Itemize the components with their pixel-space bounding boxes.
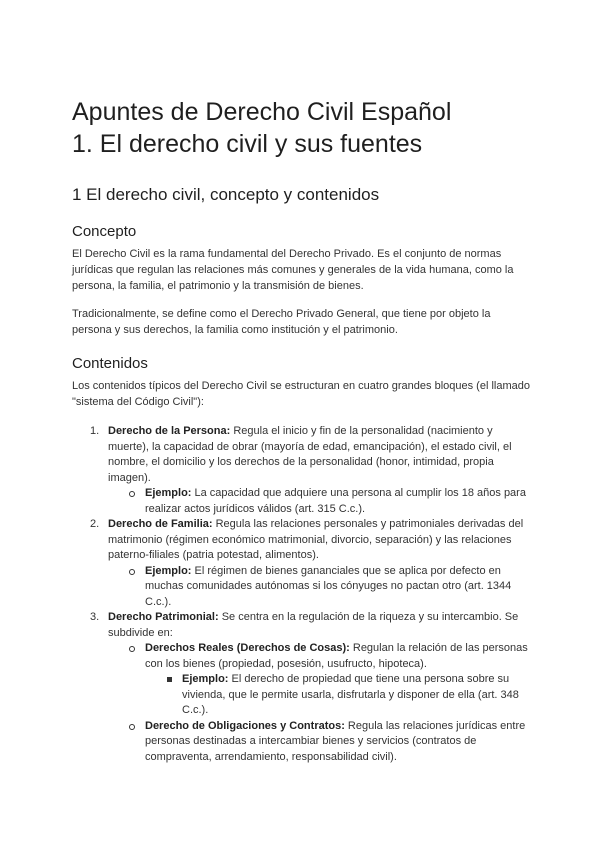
contenidos-list: [72, 424, 532, 765]
list-item-familia: [72, 517, 532, 610]
list-item-text: Regula las relaciones personales y patrimoniales derivadas del matrimonio (régimen económico matrimonial, divorcio, separación) y las relaciones paterno-filiales (patria potestad, alimentos).: [108, 518, 524, 561]
hollow-bullet-icon: [129, 491, 135, 497]
document-page: [72, 96, 532, 765]
sub-list: [108, 564, 532, 611]
list-number: 2.: [90, 518, 100, 530]
sub-sub-item-term: Ejemplo:: [182, 673, 229, 685]
sub-list-item: [108, 719, 532, 766]
concepto-paragraph-1: El Derecho Civil es la rama fundamental del Derecho Privado. Es el conjunto de normas jurídicas que regulan las relaciones más comunes y generales de la vida humana, como la persona, la familia, el patrimonio y la transmisión de bienes.: [72, 248, 514, 292]
sub-sub-list-item: [145, 672, 532, 719]
sub-item-text: Regula las relaciones jurídicas entre personas destinadas a intercambiar bienes y servicios (contratos de compraventa, arrendamiento, responsabilidad civil).: [145, 719, 526, 763]
sub-sub-list: [145, 672, 532, 719]
section-heading: 1 El derecho civil, concepto y contenidos: [72, 185, 380, 204]
square-bullet-icon: [167, 677, 172, 682]
concepto-paragraph-2: Tradicionalmente, se define como el Derecho Privado General, que tiene por objeto la persona y sus derechos, la familia como institución y el patrimonio.: [72, 308, 491, 336]
sub-item-text: El régimen de bienes gananciales que se aplica por defecto en muchas comunidades autónomas si los cónyuges no pactan otro (art. 1344 C.c.).: [145, 564, 512, 608]
sub-item-text: La capacidad que adquiere una persona al cumplir los 18 años para realizar actos jurídicos válidos (art. 315 C.c.).: [145, 487, 526, 515]
hollow-bullet-icon: [129, 569, 135, 575]
hollow-bullet-icon: [129, 646, 135, 652]
list-item-term: Derecho de Familia:: [108, 518, 213, 530]
sub-list-item: [108, 486, 532, 517]
sub-list: [108, 641, 532, 765]
contenidos-heading: Contenidos: [72, 355, 148, 372]
sub-list: [108, 486, 532, 517]
sub-item-term: Ejemplo:: [145, 564, 192, 577]
list-item-patrimonial: [72, 610, 532, 765]
list-number: 1.: [90, 425, 100, 437]
list-item-term: Derecho Patrimonial:: [108, 611, 219, 623]
sub-list-item: [108, 641, 532, 719]
sub-item-term: Derechos Reales (Derechos de Cosas):: [145, 642, 350, 654]
list-number: 3.: [90, 611, 100, 623]
sub-item-term: Ejemplo:: [145, 487, 192, 499]
concepto-heading: Concepto: [72, 223, 137, 240]
sub-item-text: Regulan la relación de las personas con los bienes (propiedad, posesión, usufructo, hipoteca).: [145, 642, 528, 670]
document-title: [72, 96, 532, 160]
sub-sub-item-text: El derecho de propiedad que tiene una persona sobre su vivienda, que le permite usarla, disfrutarla y disponer de ella (art. 348 C.c.).: [182, 673, 519, 716]
sub-list-item: [108, 564, 532, 611]
list-item-text: Se centra en la regulación de la riqueza y su intercambio. Se subdivide en:: [108, 611, 519, 639]
hollow-bullet-icon: [129, 724, 135, 730]
title-line-2: 1. El derecho civil y sus fuentes: [72, 130, 423, 158]
list-item-persona: [72, 424, 532, 517]
list-item-text: Regula el inicio y fin de la personalidad (nacimiento y muerte), la capacidad de obrar (mayoría de edad, emancipación), el estado civil, el nombre, el domicilio y los derechos de la personalidad (honor, intimidad, propia imagen).: [108, 425, 512, 484]
title-line-1: Apuntes de Derecho Civil Español: [72, 98, 452, 126]
contenidos-intro: Los contenidos típicos del Derecho Civil se estructuran en cuatro grandes bloques (el llamado "sistema del Código Civil"):: [72, 380, 530, 408]
list-item-term: Derecho de la Persona:: [108, 425, 231, 437]
sub-item-term: Derecho de Obligaciones y Contratos:: [145, 719, 345, 732]
